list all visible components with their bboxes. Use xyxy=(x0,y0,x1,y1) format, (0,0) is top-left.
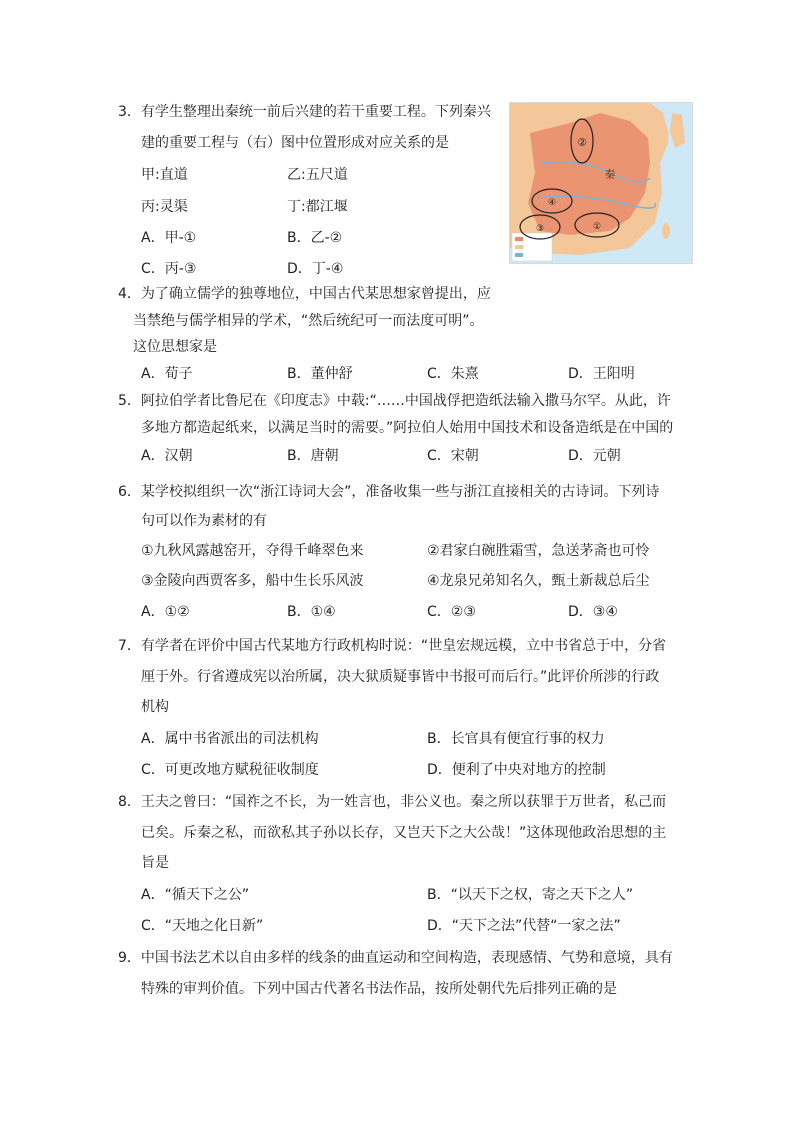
marker-label-3: ③ xyxy=(535,224,545,234)
region-label-qin: 秦 xyxy=(604,168,616,181)
legend-swatch xyxy=(515,237,523,241)
q6-option-d[interactable]: D．③④ xyxy=(568,604,618,620)
q5-stem-line2: 多地方都造起纸来，以满足当时的需要。”阿拉伯人始用中国技术和设备造纸是在中国的 xyxy=(141,420,674,436)
q8-option-b[interactable]: B．“以天下之权，寄之天下之人” xyxy=(427,887,634,903)
q4-option-b[interactable]: B．董仲舒 xyxy=(287,366,353,382)
q7-option-b[interactable]: B．长官具有便宜行事的权力 xyxy=(427,731,605,747)
legend-swatch xyxy=(515,245,523,249)
q5-option-b[interactable]: B．唐朝 xyxy=(287,448,339,464)
q3-item-ding: 丁:都江堰 xyxy=(287,199,348,215)
q7-option-d[interactable]: D．便利了中央对地方的控制 xyxy=(427,762,606,778)
q8-option-c[interactable]: C．“天地之化日新” xyxy=(141,918,264,934)
q3-stem-line1: 3．有学生整理出秦统一前后兴建的若干重要工程。下列秦兴 xyxy=(118,104,491,120)
q8-option-a[interactable]: A．“循天下之公” xyxy=(141,887,250,903)
q6-poem-2: ②君家白碗胜霜雪，急送茅斋也可怜 xyxy=(427,543,650,559)
q4-stem-line2: 当禁绝与儒学相异的学术，“然后统纪可一而法度可明”。 xyxy=(133,313,484,329)
q6-stem-line2: 句可以作为素材的有 xyxy=(141,513,267,529)
q3-option-d[interactable]: D．丁-④ xyxy=(287,261,344,277)
q4-option-a[interactable]: A．荀子 xyxy=(141,366,193,382)
q7-stem-line2: 厘于外。行省遵成宪以治所属，决大狱质疑事皆中书报可而后行。”此评价所涉的行政 xyxy=(141,669,660,685)
q5-option-c[interactable]: C．宋朝 xyxy=(427,448,479,464)
q7-stem-line3: 机构 xyxy=(141,699,169,715)
q6-option-c[interactable]: C．②③ xyxy=(427,604,476,620)
q3-option-c[interactable]: C．丙-③ xyxy=(141,261,197,277)
q5-option-d[interactable]: D．元朝 xyxy=(568,448,621,464)
legend-swatch xyxy=(515,253,523,257)
q8-stem-line2: 已矣。斥秦之私，而欲私其子孙以长存，又岂天下之大公哉！”这体现他政治思想的主 xyxy=(141,825,667,841)
q4-option-d[interactable]: D．王阳明 xyxy=(568,366,635,382)
q3-option-b[interactable]: B．乙-② xyxy=(287,230,343,246)
marker-label-4: ④ xyxy=(547,198,557,208)
q7-option-a[interactable]: A．属中书省派出的司法机构 xyxy=(141,731,319,747)
marker-label-1: ① xyxy=(592,222,602,232)
q8-stem-line3: 旨是 xyxy=(141,855,169,871)
q3-option-a[interactable]: A．甲-① xyxy=(141,230,197,246)
island xyxy=(662,223,670,239)
q3-item-yi: 乙:五尺道 xyxy=(287,167,348,183)
q9-stem-line1: 9．中国书法艺术以自由多样的线条的曲直运动和空间构造，表现感情、气势和意境，具有 xyxy=(118,950,673,966)
q6-option-a[interactable]: A．①② xyxy=(141,604,190,620)
q8-option-d[interactable]: D．“天下之法”代替“一家之法” xyxy=(427,918,621,934)
q6-poem-4: ④龙泉兄弟知名久，甄土新裁总后尘 xyxy=(427,573,650,589)
q6-poem-1: ①九秋风露越窑开，夺得千峰翠色来 xyxy=(141,543,364,559)
q6-stem-line1: 6．某学校拟组织一次“浙江诗词大会”，准备收集一些与浙江直接相关的古诗词。下列诗 xyxy=(118,484,660,500)
q4-stem-line3: 这位思想家是 xyxy=(133,339,217,355)
q3-stem-line2: 建的重要工程与（右）图中位置形成对应关系的是 xyxy=(141,135,449,151)
qin-map-svg xyxy=(510,103,692,263)
marker-label-2: ② xyxy=(577,136,587,149)
q6-poem-3: ③金陵向西贾客多，船中生长乐风波 xyxy=(141,573,364,589)
q8-stem-line1: 8．王夫之曾曰：“国祚之不长，为一姓言也，非公义也。秦之所以获罪于万世者，私己而 xyxy=(118,794,667,810)
q3-item-bing: 丙:灵渠 xyxy=(141,199,188,215)
q5-stem-line1: 5．阿拉伯学者比鲁尼在《印度志》中载:“……中国战俘把造纸法输入撒马尔罕。从此，许 xyxy=(118,393,671,409)
q4-stem-line1: 4．为了确立儒学的独尊地位，中国古代某思想家曾提出，应 xyxy=(118,286,491,302)
q5-option-a[interactable]: A．汉朝 xyxy=(141,448,193,464)
q9-stem-line2: 特殊的审判价值。下列中国古代著名书法作品，按所处朝代先后排列正确的是 xyxy=(141,981,617,997)
q7-option-c[interactable]: C．可更改地方赋税征收制度 xyxy=(141,762,319,778)
q4-option-c[interactable]: C．朱熹 xyxy=(427,366,479,382)
q7-stem-line1: 7．有学者在评价中国古代某地方行政机构时说：“世皇宏规远模，立中书省总于中，分省 xyxy=(118,638,667,654)
qin-map-figure xyxy=(509,102,693,264)
q3-item-jia: 甲:直道 xyxy=(141,167,188,183)
q6-option-b[interactable]: B．①④ xyxy=(287,604,336,620)
